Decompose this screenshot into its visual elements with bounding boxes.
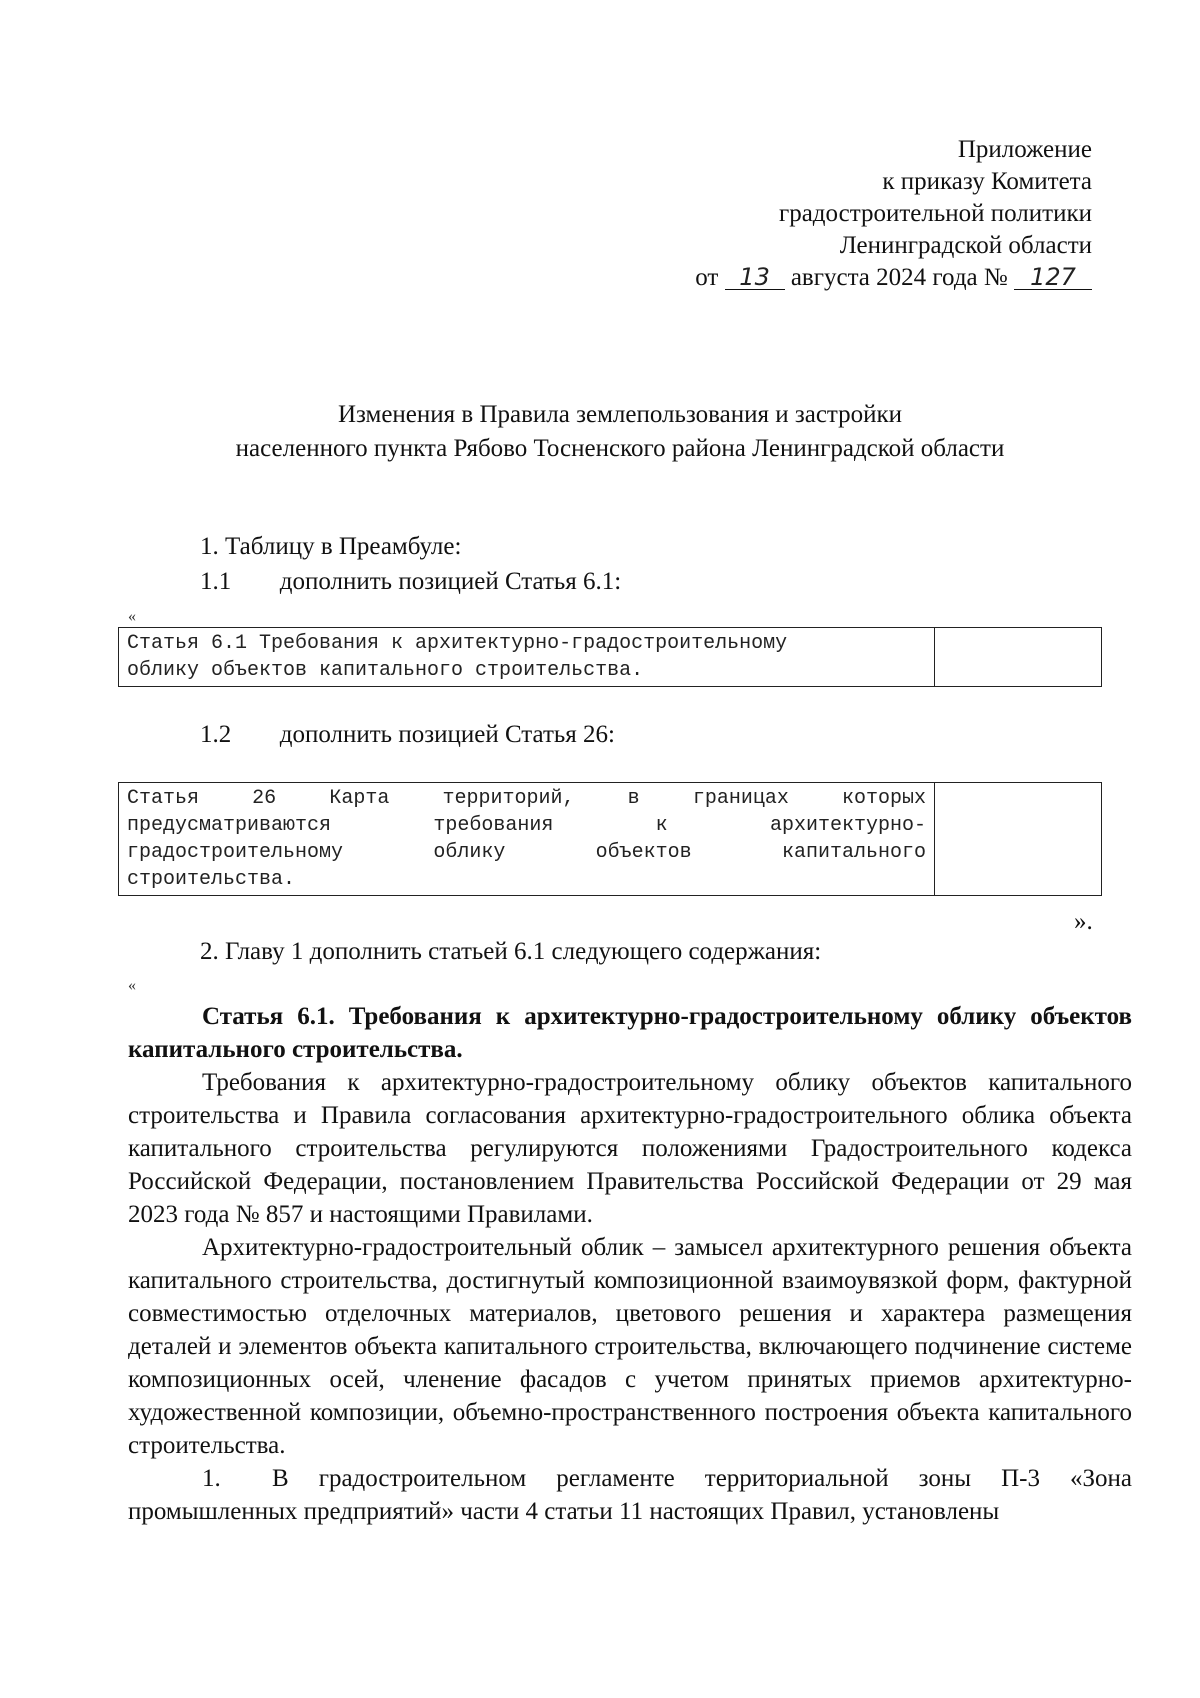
table-cell-article bbox=[119, 628, 935, 687]
table2-line-3: градостроительному облику объектов капитального bbox=[127, 841, 926, 864]
item-1-1-text: дополнить позицией Статья 6.1: bbox=[279, 568, 622, 595]
table-row bbox=[119, 783, 1102, 896]
article-item-1-text: В градостроительном регламенте территориальной зоны П-3 «Зона промышленных предприятий» части 4 статьи 11 настоящих Правил, установлены bbox=[128, 1465, 1132, 1525]
preamble-table-1 bbox=[118, 627, 1102, 687]
item-1-2-text: дополнить позицией Статья 26: bbox=[279, 721, 615, 748]
table-cell-empty bbox=[935, 628, 1102, 687]
title-line-2: населенного пункта Рябово Тосненского района Ленинградской области bbox=[235, 435, 1005, 462]
close-quote-1: ». bbox=[1074, 908, 1093, 935]
header-line-appendix: Приложение bbox=[957, 136, 1092, 163]
handwritten-day: 13 bbox=[725, 265, 785, 290]
article-6-1-body bbox=[128, 1000, 1132, 1528]
section-2-heading: 2. Главу 1 дополнить статьей 6.1 следующего содержания: bbox=[200, 938, 822, 965]
table1-line-1: Статья 6.1 Требования к архитектурно-градостроительному bbox=[127, 632, 788, 655]
date-prefix: от bbox=[695, 264, 719, 291]
header-line-committee: градостроительной политики bbox=[778, 200, 1092, 227]
article-item-1 bbox=[128, 1462, 1132, 1528]
table2-line-2: предусматриваются требования к архитектурно- bbox=[127, 814, 926, 837]
preamble-table-2 bbox=[118, 782, 1102, 896]
document-title bbox=[0, 398, 1200, 466]
open-quote-1: « bbox=[128, 608, 136, 625]
table1-line-2: облику объектов капитального строительства. bbox=[127, 659, 644, 682]
item-1-2 bbox=[200, 719, 615, 751]
header-date-line bbox=[612, 262, 1092, 294]
header-line-region: Ленинградской области bbox=[839, 232, 1092, 259]
title-line-1: Изменения в Правила землепользования и застройки bbox=[337, 401, 903, 428]
article-item-1-number: 1. bbox=[202, 1465, 221, 1492]
header-line-order: к приказу Комитета bbox=[882, 168, 1092, 195]
appendix-header bbox=[612, 134, 1092, 294]
handwritten-order-number: 127 bbox=[1014, 265, 1092, 290]
open-quote-2: « bbox=[128, 977, 136, 994]
table2-line-1: Статья 26 Карта территорий, в границах которых bbox=[127, 787, 926, 810]
section-1-heading: 1. Таблицу в Преамбуле: bbox=[200, 533, 462, 560]
article-paragraph-2: Архитектурно-градостроительный облик – замысел архитектурного решения объекта капитального строительства, достигнутый композиционной взаимоувязкой форм, фактурной совместимостью отделочных материалов, цветового решения и характера размещения деталей и элементов объекта капитального строительства, включающего подчинение системе композиционных осей, членение фасадов с учетом принятых приемов архитектурно-художественной композиции, объемно-пространственного построения объекта капитального строительства. bbox=[128, 1234, 1132, 1459]
article-paragraph-1: Требования к архитектурно-градостроительному облику объектов капитального строительства и Правила согласования архитектурно-градостроительного облика объекта капитального строительства регулируются положениями Градостроительного кодекса Российской Федерации, постановлением Правительства Российской Федерации от 29 мая 2023 года № 857 и настоящими Правилами. bbox=[128, 1069, 1132, 1228]
table-cell-empty bbox=[935, 783, 1102, 896]
item-1-2-number: 1.2 bbox=[200, 721, 232, 748]
article-heading: Статья 6.1. Требования к архитектурно-градостроительному облику объектов капитального строительства. bbox=[128, 1003, 1132, 1063]
item-1-1-number: 1.1 bbox=[200, 568, 232, 595]
table-cell-article bbox=[119, 783, 935, 896]
item-1-1 bbox=[200, 566, 621, 598]
table-row bbox=[119, 628, 1102, 687]
table2-line-4: строительства. bbox=[127, 868, 296, 891]
date-middle: августа 2024 года № bbox=[790, 264, 1008, 291]
